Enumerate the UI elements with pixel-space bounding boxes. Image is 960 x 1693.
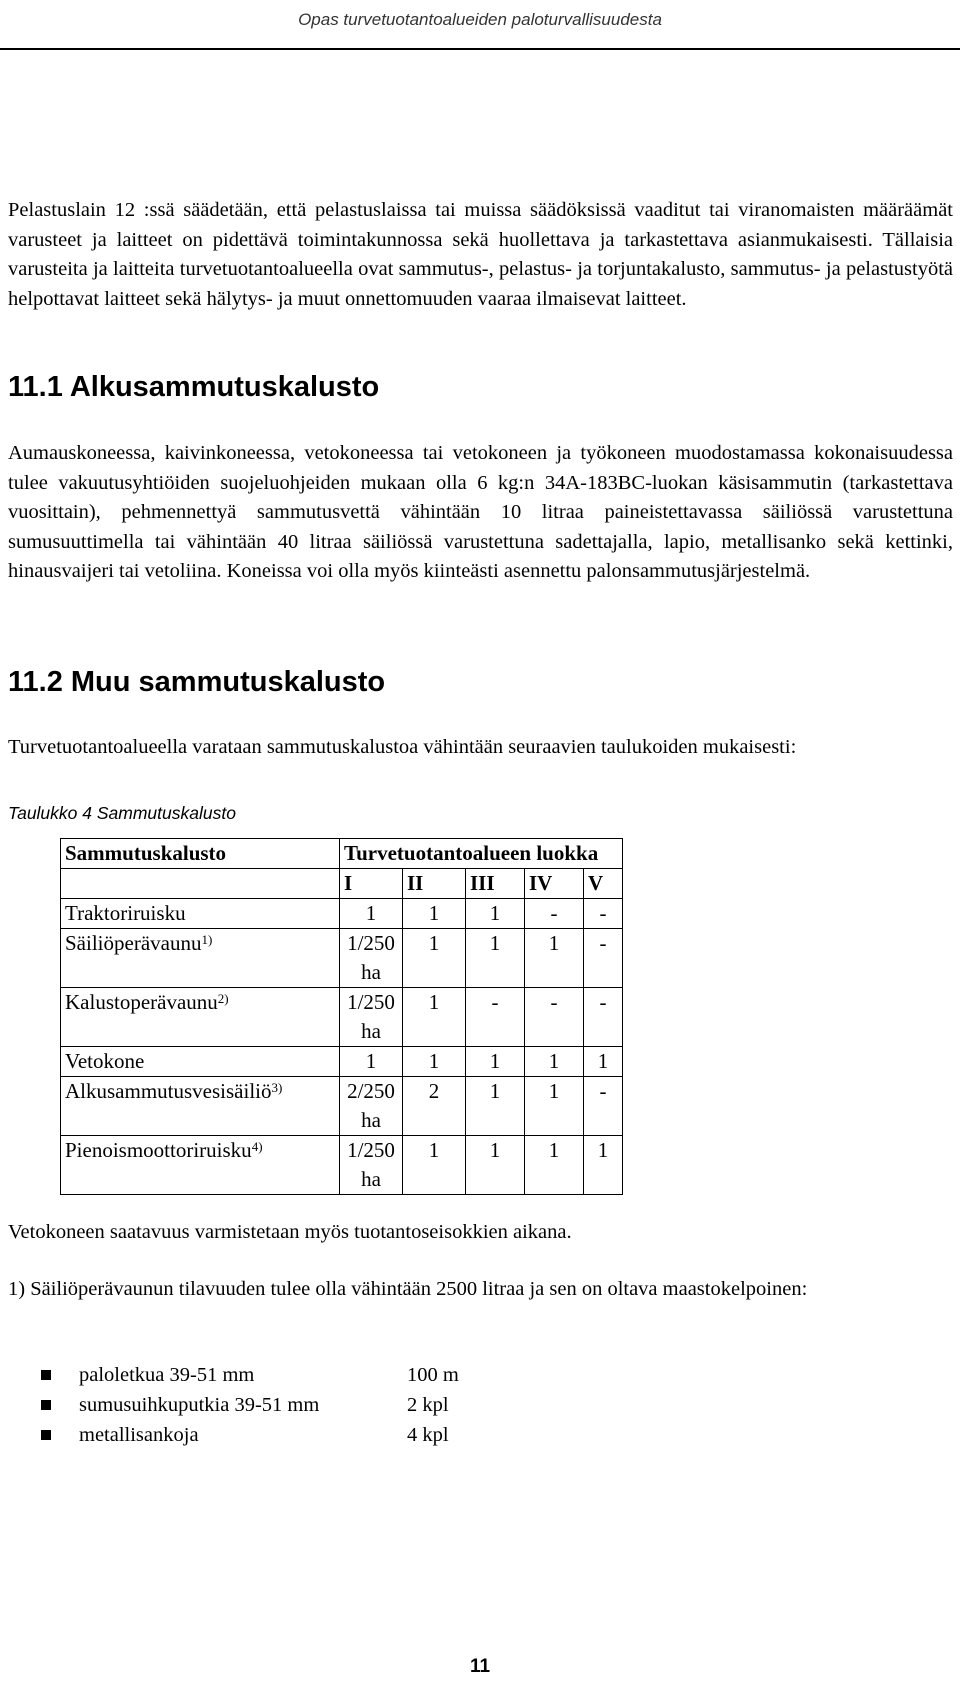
equipment-name: Pienoismoottoriruisku [65,1138,252,1162]
section-11-2-body: Turvetuotantoalueella varataan sammutuskalustoa vähintään seuraavien taulukoiden mukaisesti: [8,736,797,758]
square-bullet-icon [41,1430,51,1440]
list-item-name: sumusuihkuputkia 39-51 mm [79,1394,320,1416]
class-value-cell: 1 [466,1047,525,1077]
empty-header-cell [61,869,340,899]
table-row [61,1077,623,1136]
square-bullet-icon [41,1400,51,1410]
header-rule [0,48,960,50]
class-value-cell: 1 [466,899,525,929]
class-header: I [340,869,403,899]
footnote-marker: 2) [217,991,229,1006]
square-bullet-icon [41,1370,51,1380]
class-value-cell: 1 [466,1077,525,1136]
equipment-name: Säiliöperävaunu [65,931,202,955]
class-value-cell: - [525,988,584,1047]
class-value-cell: 1/250 ha [340,988,403,1047]
class-header: II [403,869,466,899]
section-11-1-body: Aumauskoneessa, kaivinkoneessa, vetokoneessa tai vetokoneen ja työkoneen muodostamassa kokonaisuudessa tulee vakuutusyhtiöiden suojeluohjeiden mukaan olla 6 kg:n 34A-183BC-luokan käsisammutin (tarkastettava vuosittain), pehmennettyä sammutusvettä vähintään 10 litraa paineistettavassa säiliössä varustettuna sumusuuttimella tai vähintään 40 litraa säiliössä varustettuna sadettajalla, lapio, metallisanko sekä kettinki, hinausvaijeri tai vetoliina. Koneissa voi olla myös kiinteästi asennettu palonsammutusjärjestelmä. [8,442,953,582]
list-item-quantity: 2 kpl [407,1394,449,1416]
equipment-name-cell [61,1136,340,1195]
after-table-text: Vetokoneen saatavuus varmistetaan myös tuotantoseisokkien aikana. [8,1221,572,1243]
class-value-cell: 1 [403,1047,466,1077]
class-value-cell: - [525,899,584,929]
class-value-cell: 1 [584,1136,623,1195]
class-header: V [584,869,623,899]
class-value-cell: 1/250 ha [340,1136,403,1195]
class-header: IV [525,869,584,899]
class-value-cell: 1 [525,929,584,988]
column-header-class-group: Turvetuotantoalueen luokka [340,839,623,869]
equipment-name: Kalustoperävaunu [65,990,218,1014]
equipment-name: Alkusammutusvesisäiliö [65,1079,272,1103]
footnote-1: 1) Säiliöperävaunun tilavuuden tulee olla vähintään 2500 litraa ja sen on oltava maastokelpoinen: [8,1278,808,1300]
page-number: 11 [469,1656,491,1677]
class-value-cell: 1 [340,899,403,929]
section-heading-11-2: 11.2 Muu sammutuskalusto [8,666,386,698]
class-value-cell: 1 [403,929,466,988]
class-value-cell: - [466,988,525,1047]
list-item-quantity: 100 m [407,1364,459,1386]
table-row [61,1136,623,1195]
equipment-name: Vetokone [65,1049,145,1073]
table-caption: Taulukko 4 Sammutuskalusto [8,803,236,823]
equipment-name: Traktoriruisku [65,901,186,925]
table-header-row [61,839,623,869]
class-value-cell: 1/250 ha [340,929,403,988]
list-item-name: paloletkua 39-51 mm [79,1364,255,1386]
class-value-cell: 1 [525,1047,584,1077]
equipment-name-cell [61,899,340,929]
list-item-quantity: 4 kpl [407,1424,449,1446]
table-class-row [61,869,623,899]
footnote-marker: 3) [271,1080,283,1095]
equipment-name-cell [61,929,340,988]
class-header: III [466,869,525,899]
footnote-marker: 4) [251,1139,263,1154]
running-header: Opas turvetuotantoalueiden paloturvallisuudesta [298,10,662,29]
class-value-cell: 1 [466,929,525,988]
intro-paragraph: Pelastuslain 12 :ssä säädetään, että pelastuslaissa tai muissa säädöksissä vaaditut tai viranomaisten määräämät varusteet ja laitteet on pidettävä toimintakunnossa sekä huollettava ja tarkastettava asianmukaisesti. Tällaisia varusteita ja laitteita turvetuotantoalueella ovat sammutus-, pelastus- ja torjuntakalusto, sammutus- ja pelastustyötä helpottavat laitteet sekä hälytys- ja muut onnettomuuden vaaraa ilmaisevat laitteet. [8,199,953,310]
section-heading-11-1: 11.1 Alkusammutuskalusto [8,371,380,403]
equipment-name-cell [61,1077,340,1136]
equipment-name-cell [61,1047,340,1077]
class-value-cell: 2/250 ha [340,1077,403,1136]
equipment-table [60,838,623,1195]
class-value-cell: - [584,988,623,1047]
class-value-cell: 2 [403,1077,466,1136]
class-value-cell: 1 [466,1136,525,1195]
class-value-cell: - [584,1077,623,1136]
table-row [61,899,623,929]
class-value-cell: 1 [340,1047,403,1077]
class-value-cell: 1 [403,1136,466,1195]
footnote-marker: 1) [201,932,213,947]
class-value-cell: 1 [525,1136,584,1195]
class-value-cell: 1 [525,1077,584,1136]
class-value-cell: - [584,899,623,929]
table-row [61,929,623,988]
equipment-name-cell [61,988,340,1047]
table-row [61,988,623,1047]
class-value-cell: 1 [584,1047,623,1077]
class-value-cell: 1 [403,988,466,1047]
column-header-equipment: Sammutuskalusto [61,839,340,869]
table-row [61,1047,623,1077]
class-value-cell: 1 [403,899,466,929]
class-value-cell: - [584,929,623,988]
list-item-name: metallisankoja [79,1424,199,1446]
